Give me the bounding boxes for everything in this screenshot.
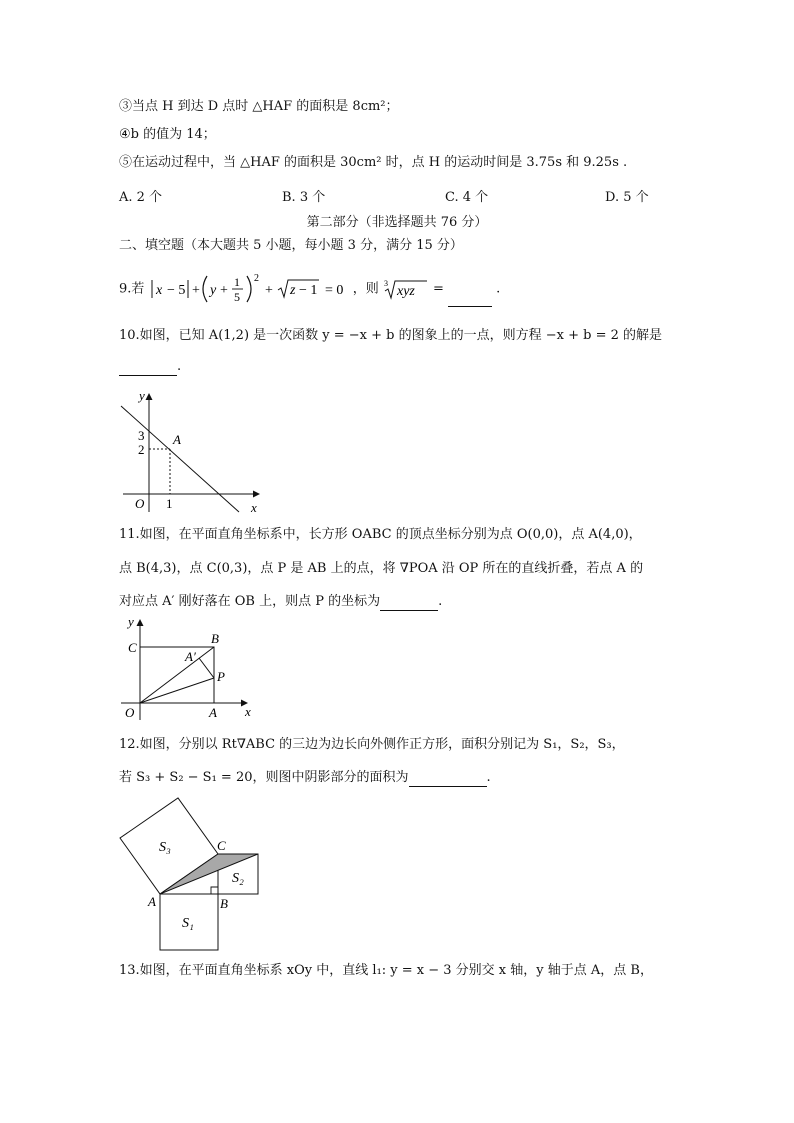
fig11-label-y: y	[128, 614, 134, 629]
svg-text:1: 1	[233, 275, 240, 289]
svg-text:3: 3	[383, 279, 388, 288]
fig11-label-a: A	[209, 705, 217, 720]
q12-text: 若 S₃ + S₂ − S₁ = 20，则图中阴影部分的面积为	[119, 770, 409, 785]
fig12-label-a: A	[148, 894, 156, 909]
section-title: 二、填空题（本大题共 5 小题，每小题 3 分，满分 15 分）	[119, 238, 463, 253]
fig12-label-b: B	[220, 896, 228, 911]
fig11-line-a-prime-p	[199, 658, 214, 678]
question-11-line-3	[119, 593, 442, 611]
svg-text:+: +	[191, 283, 200, 298]
q9-tail: .	[496, 281, 501, 297]
q11-text: 对应点 A′ 刚好落在 OB 上，则点 P 的坐标为	[119, 594, 381, 609]
question-9	[119, 272, 500, 306]
q9-formula	[149, 272, 349, 306]
q8-option-a: A. 2 个	[119, 190, 163, 205]
figure-12	[110, 794, 270, 954]
q11-blank	[380, 594, 438, 611]
fig11-label-a-prime: A′	[185, 649, 196, 664]
question-11-line-1: 11.如图，在平面直角坐标系中，长方形 OABC 的顶点坐标分别为点 O(0,0)，点 A(4,0)，	[119, 527, 642, 542]
question-11-line-2: 点 B(4,3)，点 C(0,3)，点 P 是 AB 上的点，将 ∇POA 沿 OP 所在的直线折叠，若点 A 的	[119, 561, 644, 576]
fig10-y-arrow	[146, 393, 153, 400]
part-title: 第二部分（非选择题共 76 分）	[306, 215, 488, 230]
q9-prefix: 9.若	[119, 281, 145, 297]
question-10: 10.如图，已知 A(1,2) 是一次函数 y = −x + b 的图象上的一点，则方程 −x + b = 2 的解是	[119, 328, 663, 343]
figure-11	[113, 614, 263, 726]
svg-text:+: +	[219, 283, 228, 298]
q8-option-c: C. 4 个	[445, 190, 489, 205]
svg-text:− 1: − 1	[298, 283, 317, 298]
fig10-label-a: A	[173, 432, 181, 447]
question-12-line-1: 12.如图，分别以 Rt∇ABC 的三边为边长向外侧作正方形，面积分别记为 S₁，S₂，S₃，	[119, 737, 625, 752]
svg-text:x: x	[155, 283, 162, 298]
svg-text:y: y	[209, 283, 216, 298]
fig11-y-arrow	[137, 619, 144, 626]
q10-tail: .	[177, 359, 182, 374]
q8-option-b: B. 3 个	[282, 190, 326, 205]
fig10-label-3: 3	[138, 428, 145, 443]
q9-blank	[448, 284, 492, 307]
q12-blank	[409, 770, 487, 787]
fig12-label-s1: S₁	[182, 916, 194, 931]
q9-cube-root	[383, 272, 429, 306]
fig11-label-b: B	[211, 631, 219, 646]
fig12-label-s2: S₂	[232, 871, 244, 886]
fig12-label-c: C	[217, 838, 226, 853]
figure-10	[113, 384, 273, 516]
fig11-label-c: C	[128, 640, 137, 655]
fig11-label-p: P	[217, 669, 225, 684]
svg-text:5: 5	[233, 290, 240, 304]
svg-text:z: z	[289, 283, 295, 298]
q8-item-3: ③当点 H 到达 D 点时 △HAF 的面积是 8cm²；	[119, 99, 399, 114]
q10-answer-line	[119, 358, 181, 376]
fig10-label-x: x	[251, 500, 257, 515]
q9-equals: =	[432, 281, 444, 297]
q8-item-4: ④b 的值为 14；	[119, 127, 216, 142]
q11-tail: .	[438, 594, 443, 609]
question-13: 13.如图，在平面直角坐标系 xOy 中，直线 l₁: y = x − 3 分别交 x 轴，y 轴于点 A，点 B，	[119, 963, 653, 978]
fig11-line-op	[140, 678, 214, 703]
fig11-diagonal-ob	[140, 647, 214, 703]
svg-text:xyz: xyz	[396, 284, 415, 299]
fig12-right-angle	[211, 887, 218, 894]
q10-blank	[119, 359, 177, 376]
fig11-label-o: O	[125, 705, 135, 720]
q8-option-d: D. 5 个	[605, 190, 649, 205]
fig10-x-arrow	[253, 491, 260, 498]
svg-text:+: +	[264, 283, 273, 298]
fig10-label-1: 1	[166, 496, 173, 511]
svg-text:= 0: = 0	[324, 283, 343, 298]
q8-item-5: ⑤在运动过程中，当 △HAF 的面积是 30cm² 时，点 H 的运动时间是 3.75s 和 9.25s .	[119, 155, 628, 170]
fig10-label-y: y	[139, 388, 145, 403]
fig10-label-o: O	[135, 496, 145, 511]
fig11-label-x: x	[245, 704, 251, 719]
fig12-label-s3: S₃	[159, 840, 171, 855]
svg-text:− 5: − 5	[166, 283, 185, 298]
svg-text:2: 2	[253, 273, 259, 284]
q12-tail: .	[486, 770, 491, 785]
q9-mid: ，则	[352, 281, 379, 297]
fig10-label-2: 2	[138, 442, 145, 457]
question-12-line-2	[119, 769, 491, 787]
